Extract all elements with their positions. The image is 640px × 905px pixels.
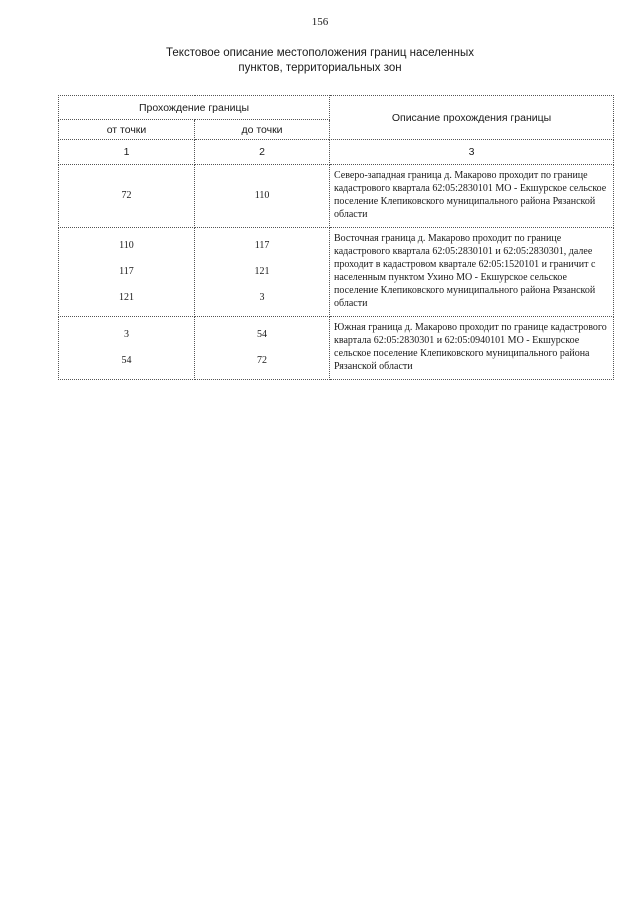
point-number: 3	[259, 292, 265, 303]
from-point-cell	[59, 317, 195, 380]
point-number: 110	[119, 240, 134, 251]
document-title-line-2: пунктов, территориальных зон	[238, 62, 402, 74]
table-row	[59, 317, 614, 380]
table-row	[59, 165, 614, 228]
point-number: 72	[121, 190, 132, 201]
point-number: 72	[257, 355, 267, 366]
point-number: 117	[119, 266, 134, 277]
description-cell: Южная граница д. Макарово проходит по границе кадастрового квартала 62:05:2830301 и 62:05:0940101 МО - Екшурское сельское поселение Клепиковского муниципального района Рязанской области	[330, 317, 614, 380]
point-number: 117	[254, 240, 270, 251]
to-point-cell	[195, 165, 330, 228]
column-number-2: 2	[195, 140, 330, 165]
document-title-line-1: Текстовое описание местоположения границ населенных	[166, 47, 474, 59]
point-number: 54	[257, 329, 267, 340]
point-number: 110	[254, 190, 270, 201]
column-number-1: 1	[59, 140, 195, 165]
column-number-3: 3	[330, 140, 614, 165]
point-number: 3	[124, 329, 129, 340]
description-cell: Северо-западная граница д. Макарово проходит по границе кадастрового квартала 62:05:2830101 МО - Екшурское сельское поселение Клепиковского муниципального района Рязанской области	[330, 165, 614, 228]
page-number: 156	[311, 16, 329, 28]
to-point-cell	[195, 317, 330, 380]
header-passage: Прохождение границы	[59, 96, 330, 120]
point-number: 121	[119, 292, 134, 303]
boundary-table	[58, 95, 614, 380]
header-to-point: до точки	[195, 120, 330, 140]
point-number: 54	[121, 355, 132, 366]
to-point-cell	[195, 228, 330, 317]
header-from-point: от точки	[59, 120, 195, 140]
header-description: Описание прохождения границы	[330, 96, 614, 140]
column-number-row	[59, 140, 614, 165]
from-point-cell	[59, 228, 195, 317]
document-title	[120, 46, 520, 76]
point-number: 121	[254, 266, 270, 277]
from-point-cell	[59, 165, 195, 228]
table-row	[59, 228, 614, 317]
description-cell: Восточная граница д. Макарово проходит по границе кадастрового квартала 62:05:2830101 и 62:05:2830301, далее проходит в кадастровом квартале 62:05:1520101 и граничит с населенным пунктом Ухино МО - Екшурское сельское поселение Клепиковского муниципального района Рязанской области	[330, 228, 614, 317]
